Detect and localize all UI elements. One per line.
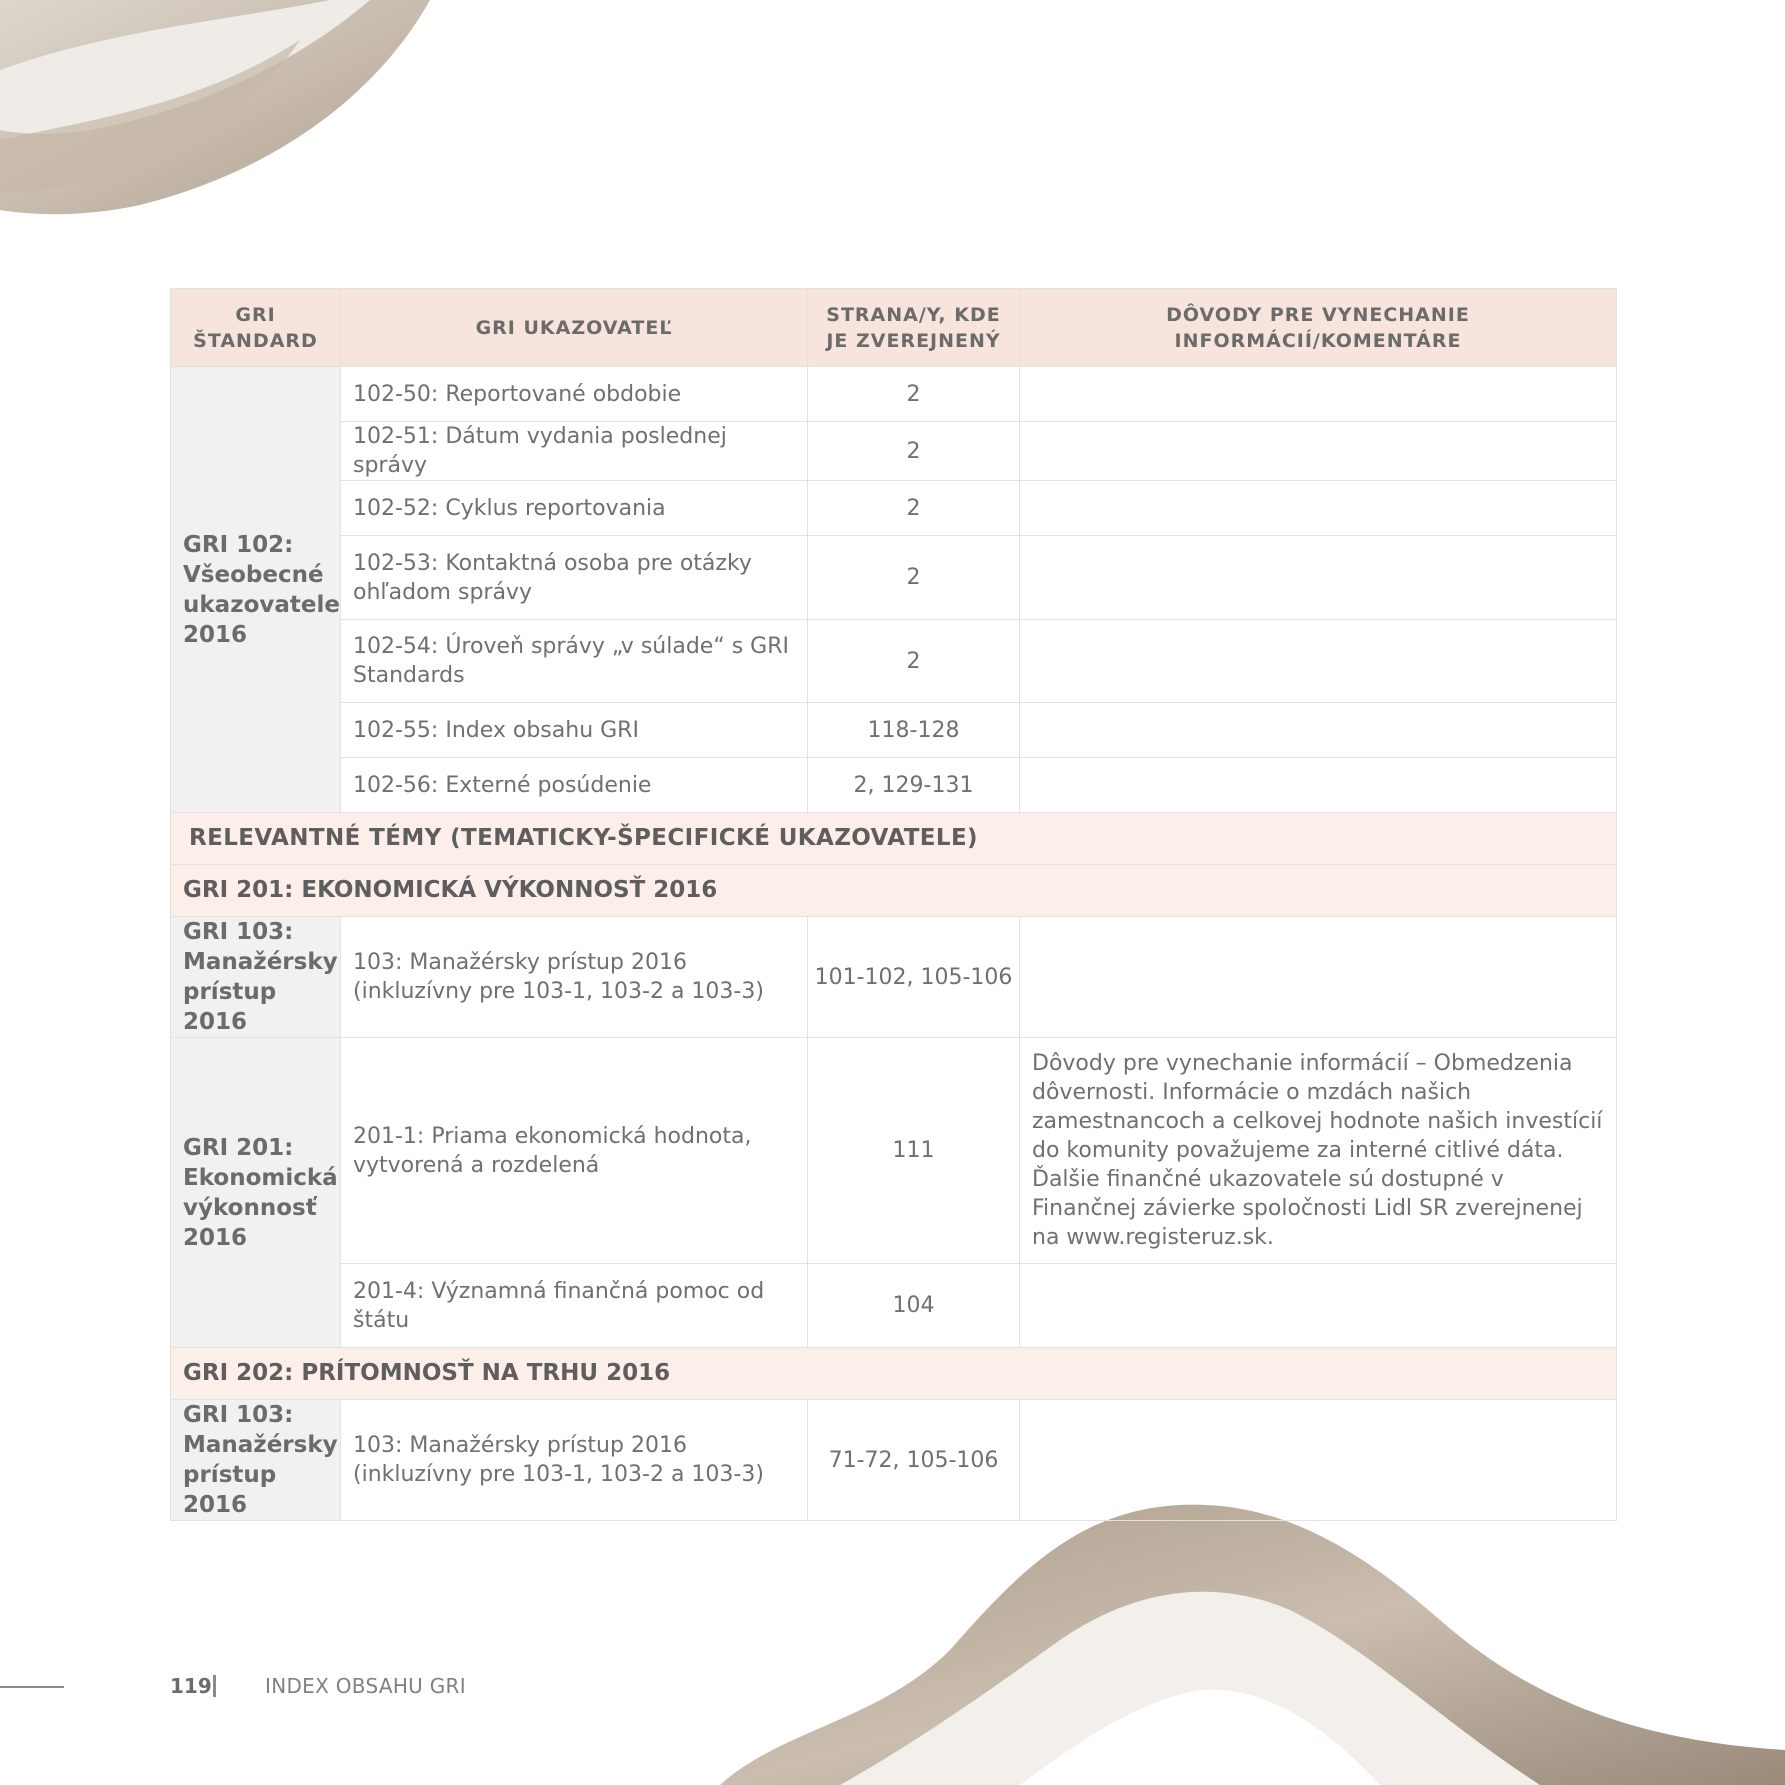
table-row	[171, 758, 1617, 813]
indicator-cell: 102-52: Cyklus reportovania	[341, 481, 808, 536]
comment-cell	[1020, 1400, 1617, 1521]
indicator-cell: 102-55: Index obsahu GRI	[341, 703, 808, 758]
header-pages: STRANA/Y, KDE JE ZVEREJNENÝ	[808, 289, 1020, 367]
standard-cell: GRI 102: Všeobecné ukazovatele 2016	[171, 367, 341, 813]
indicator-cell: 102-50: Reportované obdobie	[341, 367, 808, 422]
comment-cell	[1020, 1264, 1617, 1348]
table-header-row	[171, 289, 1617, 367]
pages-cell: 118-128	[808, 703, 1020, 758]
header-standard: GRI ŠTANDARD	[171, 289, 341, 367]
pages-cell: 111	[808, 1038, 1020, 1264]
gri-index-table	[170, 288, 1617, 1521]
header-indicator: GRI UKAZOVATEĽ	[341, 289, 808, 367]
section-row	[171, 865, 1617, 917]
table-row	[171, 620, 1617, 703]
comment-cell	[1020, 620, 1617, 703]
comment-cell: Dôvody pre vynechanie informácií – Obmedzenia dôvernosti. Informácie o mzdách našich zamestnancoch a celkovej hodnote našich investícií do komunity považujeme za interné citlivé dáta. Ďalšie finančné ukazovatele sú dostupné v Finančnej závierke spoločnosti Lidl SR zverejnenej na www.registeruz.sk.	[1020, 1038, 1617, 1264]
indicator-cell: 102-53: Kontaktná osoba pre otázky ohľadom správy	[341, 536, 808, 620]
section-title-gri201: GRI 201: EKONOMICKÁ VÝKONNOSŤ 2016	[171, 865, 1617, 917]
pages-cell: 2	[808, 422, 1020, 481]
pages-cell: 104	[808, 1264, 1020, 1348]
table-row	[171, 367, 1617, 422]
indicator-cell: 102-54: Úroveň správy „v súlade“ s GRI Standards	[341, 620, 808, 703]
pages-cell: 2, 129-131	[808, 758, 1020, 813]
comment-cell	[1020, 536, 1617, 620]
footer-section-title: INDEX OBSAHU GRI	[265, 1674, 466, 1698]
comment-cell	[1020, 367, 1617, 422]
pages-cell: 2	[808, 367, 1020, 422]
indicator-cell: 201-4: Významná finančná pomoc od štátu	[341, 1264, 808, 1348]
comment-cell	[1020, 422, 1617, 481]
indicator-cell: 103: Manažérsky prístup 2016 (inkluzívny pre 103-1, 103-2 a 103-3)	[341, 1400, 808, 1521]
pages-cell: 2	[808, 620, 1020, 703]
section-row	[171, 1348, 1617, 1400]
comment-cell	[1020, 703, 1617, 758]
table-row	[171, 422, 1617, 481]
pages-cell: 2	[808, 536, 1020, 620]
header-comments: DÔVODY PRE VYNECHANIE INFORMÁCIÍ/KOMENTÁRE	[1020, 289, 1617, 367]
footer-separator	[213, 1675, 216, 1697]
table-row	[171, 1264, 1617, 1348]
table-row	[171, 536, 1617, 620]
page-number: 119	[170, 1674, 212, 1698]
section-row	[171, 813, 1617, 865]
indicator-cell: 201-1: Priama ekonomická hodnota, vytvorená a rozdelená	[341, 1038, 808, 1264]
section-title-gri202: GRI 202: PRÍTOMNOSŤ NA TRHU 2016	[171, 1348, 1617, 1400]
decorative-swirl-top	[0, 0, 460, 230]
decorative-swirl-bottom	[720, 1490, 1785, 1785]
comment-cell	[1020, 758, 1617, 813]
comment-cell	[1020, 917, 1617, 1038]
indicator-cell: 102-56: Externé posúdenie	[341, 758, 808, 813]
table-row	[171, 703, 1617, 758]
footer-rule	[0, 1686, 64, 1688]
standard-cell: GRI 201: Ekonomická výkonnosť 2016	[171, 1038, 341, 1348]
table-row	[171, 481, 1617, 536]
pages-cell: 2	[808, 481, 1020, 536]
section-title-relevant: RELEVANTNÉ TÉMY (TEMATICKY-ŠPECIFICKÉ UKAZOVATELE)	[171, 813, 1617, 865]
comment-cell	[1020, 481, 1617, 536]
table-row	[171, 917, 1617, 1038]
pages-cell: 71-72, 105-106	[808, 1400, 1020, 1521]
standard-cell: GRI 103: Manažérsky prístup 2016	[171, 1400, 341, 1521]
pages-cell: 101-102, 105-106	[808, 917, 1020, 1038]
table-row	[171, 1400, 1617, 1521]
table-row	[171, 1038, 1617, 1264]
indicator-cell: 102-51: Dátum vydania poslednej správy	[341, 422, 808, 481]
indicator-cell: 103: Manažérsky prístup 2016 (inkluzívny pre 103-1, 103-2 a 103-3)	[341, 917, 808, 1038]
standard-cell: GRI 103: Manažérsky prístup 2016	[171, 917, 341, 1038]
